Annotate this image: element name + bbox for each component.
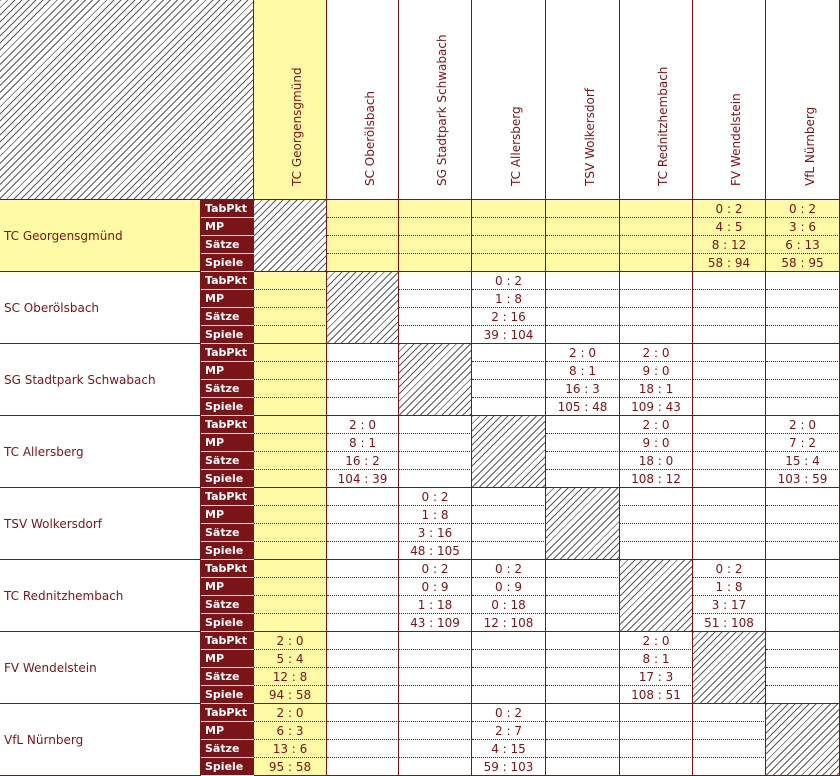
result-cell: 3 : 17 [693, 596, 766, 614]
empty-cell [254, 434, 327, 452]
result-cell: 12 : 8 [254, 668, 327, 686]
empty-cell [766, 596, 840, 614]
column-header [693, 0, 766, 200]
empty-cell [254, 542, 327, 560]
empty-cell [472, 218, 546, 236]
result-cell: 109 : 43 [620, 398, 693, 416]
empty-cell [399, 326, 472, 344]
diagonal-hatch-cell [546, 488, 620, 560]
empty-cell [620, 740, 693, 758]
empty-cell [766, 632, 840, 650]
empty-cell [327, 254, 399, 272]
empty-cell [693, 380, 766, 398]
empty-cell [472, 686, 546, 704]
diagonal-hatch-cell [693, 632, 766, 704]
empty-cell [546, 290, 620, 308]
empty-cell [254, 506, 327, 524]
empty-cell [546, 578, 620, 596]
column-header-label: TSV Wolkersdorf [582, 87, 597, 186]
empty-cell [620, 308, 693, 326]
result-cell: 2 : 0 [620, 416, 693, 434]
result-cell: 2 : 0 [620, 344, 693, 362]
empty-cell [399, 704, 472, 722]
empty-cell [254, 452, 327, 470]
result-cell: 0 : 18 [472, 596, 546, 614]
result-cell: 2 : 0 [327, 416, 399, 434]
column-header [766, 0, 840, 200]
empty-cell [766, 308, 840, 326]
empty-cell [399, 758, 472, 776]
stat-label: Spiele [201, 254, 254, 272]
empty-cell [546, 200, 620, 218]
diagonal-hatch-cell [399, 344, 472, 416]
empty-cell [327, 560, 399, 578]
empty-cell [766, 506, 840, 524]
diagonal-hatch-cell [254, 200, 327, 272]
empty-cell [693, 740, 766, 758]
result-cell: 13 : 6 [254, 740, 327, 758]
empty-cell [766, 272, 840, 290]
result-cell: 105 : 48 [546, 398, 620, 416]
empty-cell [620, 326, 693, 344]
empty-cell [254, 326, 327, 344]
result-cell: 104 : 39 [327, 470, 399, 488]
empty-cell [472, 524, 546, 542]
empty-cell [399, 686, 472, 704]
stat-label: TabPkt [201, 416, 254, 434]
empty-cell [766, 668, 840, 686]
result-cell: 15 : 4 [766, 452, 840, 470]
stat-label: MP [201, 362, 254, 380]
result-cell: 1 : 8 [399, 506, 472, 524]
row-team-name: VfL Nürnberg [0, 704, 201, 776]
column-header-label: SC Oberölsbach [362, 90, 377, 186]
stat-label: TabPkt [201, 632, 254, 650]
column-header-label: VfL Nürnberg [802, 106, 817, 186]
empty-cell [620, 506, 693, 524]
empty-cell [327, 506, 399, 524]
empty-cell [472, 650, 546, 668]
empty-cell [254, 560, 327, 578]
result-cell: 1 : 8 [472, 290, 546, 308]
empty-cell [254, 380, 327, 398]
empty-cell [693, 272, 766, 290]
column-header [254, 0, 327, 200]
column-header-label: TC Rednitzhembach [656, 66, 670, 186]
row-team-name: TSV Wolkersdorf [0, 488, 201, 560]
empty-cell [254, 398, 327, 416]
empty-cell [327, 200, 399, 218]
empty-cell [766, 380, 840, 398]
result-cell: 59 : 103 [472, 758, 546, 776]
empty-cell [693, 542, 766, 560]
result-cell: 7 : 2 [766, 434, 840, 452]
result-cell: 43 : 109 [399, 614, 472, 632]
empty-cell [327, 398, 399, 416]
empty-cell [546, 326, 620, 344]
stat-label: MP [201, 434, 254, 452]
result-cell: 0 : 9 [399, 578, 472, 596]
empty-cell [327, 758, 399, 776]
empty-cell [254, 470, 327, 488]
result-cell: 12 : 108 [472, 614, 546, 632]
stat-label: Sätze [201, 236, 254, 254]
empty-cell [766, 650, 840, 668]
empty-cell [399, 254, 472, 272]
result-cell: 2 : 0 [254, 632, 327, 650]
stat-label: TabPkt [201, 488, 254, 506]
empty-cell [327, 578, 399, 596]
empty-cell [254, 344, 327, 362]
stat-label: MP [201, 722, 254, 740]
empty-cell [693, 434, 766, 452]
empty-cell [620, 722, 693, 740]
empty-cell [327, 650, 399, 668]
result-cell: 3 : 6 [766, 218, 840, 236]
empty-cell [546, 596, 620, 614]
result-cell: 51 : 108 [693, 614, 766, 632]
empty-cell [620, 200, 693, 218]
result-cell: 6 : 3 [254, 722, 327, 740]
result-cell: 18 : 1 [620, 380, 693, 398]
row-team-name: TC Georgensgmünd [0, 200, 201, 272]
result-cell: 17 : 3 [620, 668, 693, 686]
empty-cell [546, 470, 620, 488]
empty-cell [472, 380, 546, 398]
stat-label: Sätze [201, 308, 254, 326]
empty-cell [327, 668, 399, 686]
column-header [399, 0, 472, 200]
result-cell: 0 : 2 [472, 704, 546, 722]
empty-cell [766, 542, 840, 560]
empty-cell [327, 632, 399, 650]
empty-cell [399, 290, 472, 308]
empty-cell [766, 488, 840, 506]
empty-cell [620, 704, 693, 722]
result-cell: 0 : 2 [472, 560, 546, 578]
empty-cell [766, 326, 840, 344]
empty-cell [327, 362, 399, 380]
empty-cell [472, 542, 546, 560]
result-cell: 2 : 0 [620, 632, 693, 650]
empty-cell [399, 452, 472, 470]
empty-cell [546, 686, 620, 704]
result-cell: 0 : 2 [399, 560, 472, 578]
empty-cell [399, 218, 472, 236]
empty-cell [327, 542, 399, 560]
empty-cell [472, 668, 546, 686]
empty-cell [327, 722, 399, 740]
empty-cell [327, 704, 399, 722]
row-team-name: SC Oberölsbach [0, 272, 201, 344]
empty-cell [766, 362, 840, 380]
empty-cell [693, 452, 766, 470]
stat-label: MP [201, 218, 254, 236]
empty-cell [472, 632, 546, 650]
column-header-label: TC Allersberg [508, 106, 523, 186]
empty-cell [327, 380, 399, 398]
empty-cell [399, 740, 472, 758]
result-cell: 6 : 13 [766, 236, 840, 254]
empty-cell [472, 362, 546, 380]
empty-cell [546, 236, 620, 254]
column-header [546, 0, 620, 200]
empty-cell [766, 614, 840, 632]
result-cell: 9 : 0 [620, 362, 693, 380]
empty-cell [620, 758, 693, 776]
stat-label: Spiele [201, 758, 254, 776]
empty-cell [546, 722, 620, 740]
empty-cell [546, 272, 620, 290]
stat-label: Spiele [201, 326, 254, 344]
stat-label: TabPkt [201, 200, 254, 218]
empty-cell [620, 218, 693, 236]
empty-cell [327, 686, 399, 704]
result-cell: 95 : 58 [254, 758, 327, 776]
stat-label: MP [201, 650, 254, 668]
empty-cell [472, 254, 546, 272]
result-cell: 2 : 7 [472, 722, 546, 740]
empty-cell [693, 704, 766, 722]
empty-cell [766, 686, 840, 704]
diagonal-hatch-cell [472, 416, 546, 488]
column-header-label: FV Wendelstein [729, 93, 743, 186]
empty-cell [254, 614, 327, 632]
column-header [327, 0, 399, 200]
empty-cell [327, 740, 399, 758]
result-cell: 48 : 105 [399, 542, 472, 560]
empty-cell [693, 344, 766, 362]
result-cell: 1 : 8 [693, 578, 766, 596]
result-cell: 0 : 2 [472, 272, 546, 290]
empty-cell [546, 740, 620, 758]
empty-cell [546, 218, 620, 236]
empty-cell [620, 524, 693, 542]
result-cell: 108 : 12 [620, 470, 693, 488]
empty-cell [327, 344, 399, 362]
row-team-name: TC Rednitzhembach [0, 560, 201, 632]
stat-label: Spiele [201, 614, 254, 632]
empty-cell [693, 758, 766, 776]
empty-cell [399, 470, 472, 488]
empty-cell [620, 272, 693, 290]
empty-cell [399, 236, 472, 254]
result-cell: 94 : 58 [254, 686, 327, 704]
empty-cell [399, 632, 472, 650]
empty-cell [620, 290, 693, 308]
empty-cell [254, 290, 327, 308]
result-cell: 16 : 2 [327, 452, 399, 470]
empty-cell [254, 524, 327, 542]
empty-cell [546, 452, 620, 470]
empty-cell [254, 362, 327, 380]
stat-label: Sätze [201, 740, 254, 758]
empty-cell [327, 596, 399, 614]
empty-cell [546, 434, 620, 452]
diagonal-hatch-cell [766, 704, 840, 776]
empty-cell [546, 614, 620, 632]
empty-cell [399, 650, 472, 668]
result-cell: 0 : 2 [693, 560, 766, 578]
empty-cell [327, 488, 399, 506]
empty-cell [254, 578, 327, 596]
stat-label: Sätze [201, 668, 254, 686]
result-cell: 2 : 16 [472, 308, 546, 326]
result-cell: 0 : 2 [766, 200, 840, 218]
empty-cell [620, 254, 693, 272]
empty-cell [399, 416, 472, 434]
empty-cell [546, 560, 620, 578]
result-cell: 4 : 15 [472, 740, 546, 758]
result-cell: 0 : 2 [693, 200, 766, 218]
empty-cell [327, 218, 399, 236]
empty-cell [546, 254, 620, 272]
result-cell: 1 : 18 [399, 596, 472, 614]
diagonal-hatch-cell [327, 272, 399, 344]
empty-cell [693, 362, 766, 380]
empty-cell [546, 704, 620, 722]
result-cell: 8 : 1 [327, 434, 399, 452]
stat-label: MP [201, 290, 254, 308]
empty-cell [254, 272, 327, 290]
empty-cell [693, 290, 766, 308]
empty-cell [546, 650, 620, 668]
empty-cell [399, 668, 472, 686]
empty-cell [472, 506, 546, 524]
empty-cell [693, 326, 766, 344]
empty-cell [399, 200, 472, 218]
stat-label: Spiele [201, 686, 254, 704]
stat-label: TabPkt [201, 560, 254, 578]
row-team-name: SG Stadtpark Schwabach [0, 344, 201, 416]
empty-cell [620, 236, 693, 254]
empty-cell [472, 200, 546, 218]
empty-cell [399, 272, 472, 290]
empty-cell [472, 488, 546, 506]
result-cell: 58 : 94 [693, 254, 766, 272]
empty-cell [546, 416, 620, 434]
empty-cell [766, 560, 840, 578]
result-cell: 4 : 5 [693, 218, 766, 236]
result-cell: 2 : 0 [254, 704, 327, 722]
result-cell: 58 : 95 [766, 254, 840, 272]
stat-label: MP [201, 578, 254, 596]
stat-label: Spiele [201, 470, 254, 488]
stat-label: Spiele [201, 398, 254, 416]
empty-cell [693, 488, 766, 506]
empty-cell [254, 416, 327, 434]
stat-label: TabPkt [201, 344, 254, 362]
empty-cell [693, 416, 766, 434]
empty-cell [693, 524, 766, 542]
stat-label: Sätze [201, 524, 254, 542]
empty-cell [766, 524, 840, 542]
result-cell: 8 : 1 [546, 362, 620, 380]
row-team-name: FV Wendelstein [0, 632, 201, 704]
empty-cell [766, 578, 840, 596]
row-team-name: TC Allersberg [0, 416, 201, 488]
empty-cell [546, 668, 620, 686]
empty-cell [327, 614, 399, 632]
result-cell: 108 : 51 [620, 686, 693, 704]
stat-label: Sätze [201, 596, 254, 614]
result-cell: 2 : 0 [766, 416, 840, 434]
column-header [472, 0, 546, 200]
empty-cell [693, 722, 766, 740]
empty-cell [327, 236, 399, 254]
empty-cell [766, 290, 840, 308]
empty-cell [472, 344, 546, 362]
empty-cell [693, 506, 766, 524]
result-cell: 18 : 0 [620, 452, 693, 470]
stat-label: Sätze [201, 380, 254, 398]
result-cell: 39 : 104 [472, 326, 546, 344]
result-cell: 8 : 1 [620, 650, 693, 668]
empty-cell [620, 488, 693, 506]
empty-cell [399, 308, 472, 326]
stat-label: TabPkt [201, 704, 254, 722]
empty-cell [327, 524, 399, 542]
empty-cell [254, 308, 327, 326]
result-cell: 8 : 12 [693, 236, 766, 254]
empty-cell [693, 308, 766, 326]
column-header-label: TC Georgensgmünd [290, 67, 304, 186]
stat-label: Spiele [201, 542, 254, 560]
stat-label: MP [201, 506, 254, 524]
empty-cell [766, 398, 840, 416]
empty-cell [399, 722, 472, 740]
empty-cell [254, 596, 327, 614]
column-header [620, 0, 693, 200]
result-cell: 103 : 59 [766, 470, 840, 488]
result-cell: 0 : 9 [472, 578, 546, 596]
diagonal-hatch-cell [620, 560, 693, 632]
column-header-label: SG Stadtpark Schwabach [435, 34, 449, 186]
empty-cell [620, 542, 693, 560]
result-cell: 3 : 16 [399, 524, 472, 542]
empty-cell [399, 434, 472, 452]
empty-cell [693, 470, 766, 488]
empty-cell [766, 344, 840, 362]
empty-cell [254, 488, 327, 506]
corner-hatch [0, 0, 254, 200]
stat-label: TabPkt [201, 272, 254, 290]
stat-label: Sätze [201, 452, 254, 470]
result-cell: 0 : 2 [399, 488, 472, 506]
empty-cell [472, 236, 546, 254]
result-cell: 2 : 0 [546, 344, 620, 362]
result-cell: 5 : 4 [254, 650, 327, 668]
result-cell: 9 : 0 [620, 434, 693, 452]
empty-cell [546, 632, 620, 650]
empty-cell [693, 398, 766, 416]
result-cell: 16 : 3 [546, 380, 620, 398]
empty-cell [546, 758, 620, 776]
empty-cell [546, 308, 620, 326]
empty-cell [472, 398, 546, 416]
